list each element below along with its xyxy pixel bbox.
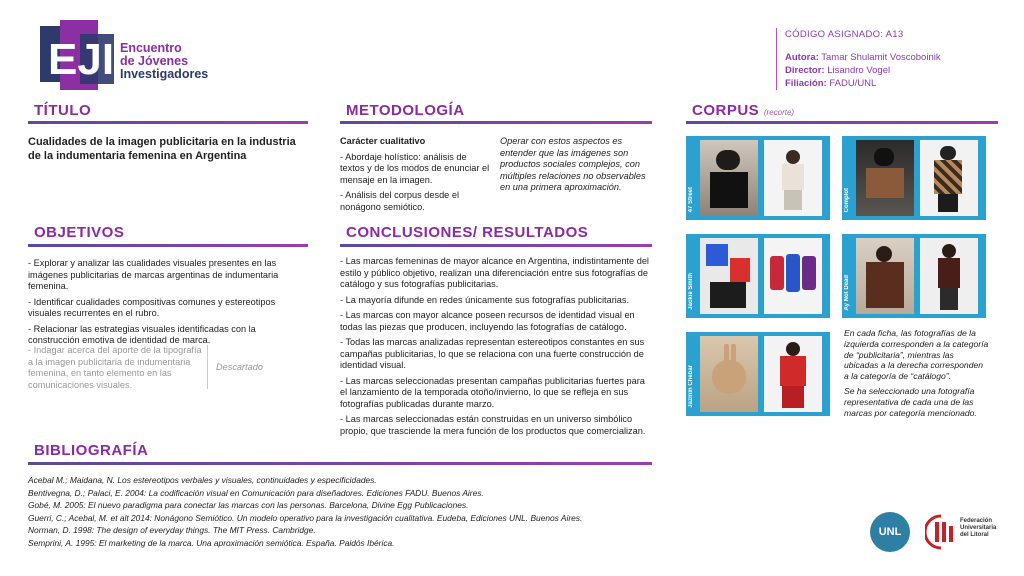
conclusiones-heading: CONCLUSIONES/ RESULTADOS: [346, 224, 589, 241]
catalogo-photo: [920, 238, 978, 314]
descartado-label: Descartado: [216, 362, 263, 372]
logo-line-1: Encuentro: [120, 41, 182, 55]
catalogo-photo: [764, 336, 822, 412]
objetivo-item: - Relacionar las estrategias visuales identificadas con la construcción emotiva de identidad de marca.: [28, 323, 256, 345]
conclusion-item: - Las marcas femeninas de mayor alcance en Argentina, indistintamente del estilo y público objetivo, realizan una diferenciación entre sus fotografías de catálogo y sus fotografías publicitarias.: [340, 256, 649, 289]
brand-label: Jazmín Chebar: [688, 365, 694, 408]
corpus-note-1: En cada ficha, las fotografías de la izquierda corresponden a la categoría de “publicitaria”, mientras las ubicadas a la derecha corresponden a la categoría de “catálogo”.: [844, 328, 989, 382]
fue-text: [960, 518, 996, 539]
director-label: Director:: [785, 65, 825, 76]
bibliografia-list: [28, 474, 668, 550]
publicitaria-photo: [700, 336, 758, 412]
metodologia-body: [340, 136, 492, 217]
metodologia-heading: METODOLOGÍA: [346, 102, 465, 119]
publicitaria-photo: [856, 140, 914, 216]
logo-line-3: Investigadores: [120, 67, 209, 81]
corpus-panel-complot: [842, 136, 986, 220]
objetivo-item: - Identificar cualidades compositivas comunes y estereotipos visuales recurrentes en el rubro.: [28, 296, 276, 318]
brand-label: Complot: [844, 187, 850, 212]
publicitaria-photo: [856, 238, 914, 314]
bibliografia-rule: [28, 462, 652, 465]
corpus-notes: [844, 328, 990, 422]
bibliografia-item: Norman, D. 1998: The design of everyday things. The MIT Press. Cambridge.: [28, 525, 316, 536]
corpus-heading: [692, 102, 794, 119]
bibliografia-heading: BIBLIOGRAFÍA: [34, 442, 149, 459]
eji-logo-icon: [40, 20, 114, 90]
catalogo-photo: [920, 140, 978, 216]
corpus-panel-47-street: [686, 136, 830, 220]
brand-label: 47 Street: [688, 186, 694, 212]
conclusiones-list: [340, 256, 652, 441]
corpus-title: CORPUS: [692, 102, 760, 119]
publicitaria-photo: [700, 140, 758, 216]
fue-line-2: Universitaria: [960, 525, 997, 531]
autora-label: Autora:: [785, 52, 819, 63]
catalogo-photo: [764, 140, 822, 216]
objetivos-rule: [28, 244, 308, 247]
bibliografia-item: Acebal M.; Maidana, N. Los estereotipos verbales y visuales, continuidades y especificidades.: [28, 475, 377, 485]
titulo-text: Cualidades de la imagen publicitaria en la industria de la indumentaria femenina en Argentina: [28, 136, 296, 162]
bibliografia-item: Guerri, C.; Acebal, M. et alt 2014: Nonágono Semiótico. Un modelo operativo para la investigación cualitativa. Eudeba, Ediciones UNL. Buenos Aires.: [28, 512, 583, 523]
corpus-note-2: Se ha seleccionado una fotografía representativa de cada una de las marcas por categoría mencionado.: [844, 385, 977, 418]
author-info: [776, 28, 941, 90]
conclusion-item: - Las marcas seleccionadas están construidas en un universo simbólico propio, que trasciende la mera función de los productos que comercializan.: [340, 414, 646, 436]
bibliografia-item: Bentivegna, D.; Palaci, E. 2004: La codificación visual en Comunicación para diseñadores. Ediciones FADU. Buenos Aires.: [28, 487, 484, 498]
logo-line-2: de Jóvenes: [120, 54, 189, 68]
brand-label: Jackie Smith: [688, 273, 694, 310]
objetivos-list: [28, 258, 308, 351]
corpus-panel-ay-not-dead: [842, 234, 986, 318]
metodologia-item: - Abordaje holístico: análisis de textos y de los modos de enunciar el mensaje en la imagen.: [340, 151, 490, 185]
corpus-panel-jackie-smith: [686, 234, 830, 318]
conclusion-item: - Las marcas con mayor alcance poseen recursos de identidad visual en todas las piezas que producen, incluyendo las fotografías de catálogo.: [340, 310, 635, 332]
autora-value: Tamar Shulamit Voscoboinik: [821, 52, 941, 63]
director-value: Lisandro Vogel: [827, 65, 891, 76]
conclusion-item: - Las marcas seleccionadas presentan campañas publicitarias fuertes para el lanzamiento de la temporada otoño/invierno, lo que se refleja en sus fotografías publicadas durante marzo.: [340, 375, 645, 409]
metodologia-rule: [340, 121, 652, 124]
brand-label: Ay Not Dead: [844, 274, 850, 310]
metodologia-subtitle: Carácter cualitativo: [340, 136, 426, 146]
catalogo-photo: [764, 238, 822, 314]
metodologia-note: Operar con estos aspectos es entender que las imágenes son productos sociales complejos, con múltiples relaciones no observables en una primera aproximación.: [500, 136, 646, 192]
fue-line-1: Federación: [960, 518, 993, 524]
corpus-panel-jazmin-chebar: [686, 332, 830, 416]
descartado-divider: [207, 345, 208, 389]
logo-mark-text: EJI: [48, 35, 114, 84]
titulo-rule: [28, 121, 308, 124]
unl-logo: UNL: [870, 512, 910, 552]
corpus-sub: (recorte): [763, 108, 795, 117]
conclusion-item: - La mayoría difunde en redes únicamente sus fotografías publicitarias.: [340, 294, 630, 305]
objetivo-item: - Explorar y analizar las cualidades visuales presentes en las imágenes publicitarias de marcas argentinas de indumentaria femenina.: [28, 258, 279, 291]
filiacion-label: Filiación:: [785, 78, 827, 89]
conclusion-item: - Todas las marcas analizadas representan estereotipos constantes en sus campañas publicitarias, lo que se relaciona con una fuerte construcción de identidad visual.: [340, 337, 645, 370]
bibliografia-item: Semprini, A. 1995: El marketing de la marca. Una aproximación semiótica. España. Paidós Ibérica.: [28, 537, 395, 548]
assigned-code: CÓDIGO ASIGNADO: A13: [785, 29, 904, 40]
metodologia-item: - Análisis del corpus desde el nonágono semiótico.: [340, 190, 459, 212]
filiacion-value: FADU/UNL: [829, 78, 877, 89]
titulo-heading: TÍTULO: [34, 102, 92, 119]
bibliografia-item: Gobé, M. 2005: El nuevo paradigma para conectar las marcas con las personas. Barcelona, Divine Egg Publicaciones.: [28, 500, 469, 511]
publicitaria-photo: [700, 238, 758, 314]
corpus-rule: [686, 121, 998, 124]
objetivos-heading: OBJETIVOS: [34, 224, 125, 241]
logo-text: [120, 42, 208, 81]
objetivo-descartado: - Indagar acerca del aporte de la tipografía a la imagen publicitaria de indumentaria femenina, en tanto elemento en las comunicaciones visuales.: [28, 345, 202, 390]
fue-logo-icon: [925, 514, 957, 550]
conclusiones-rule: [340, 244, 652, 247]
fue-line-3: del Litoral: [960, 532, 989, 538]
